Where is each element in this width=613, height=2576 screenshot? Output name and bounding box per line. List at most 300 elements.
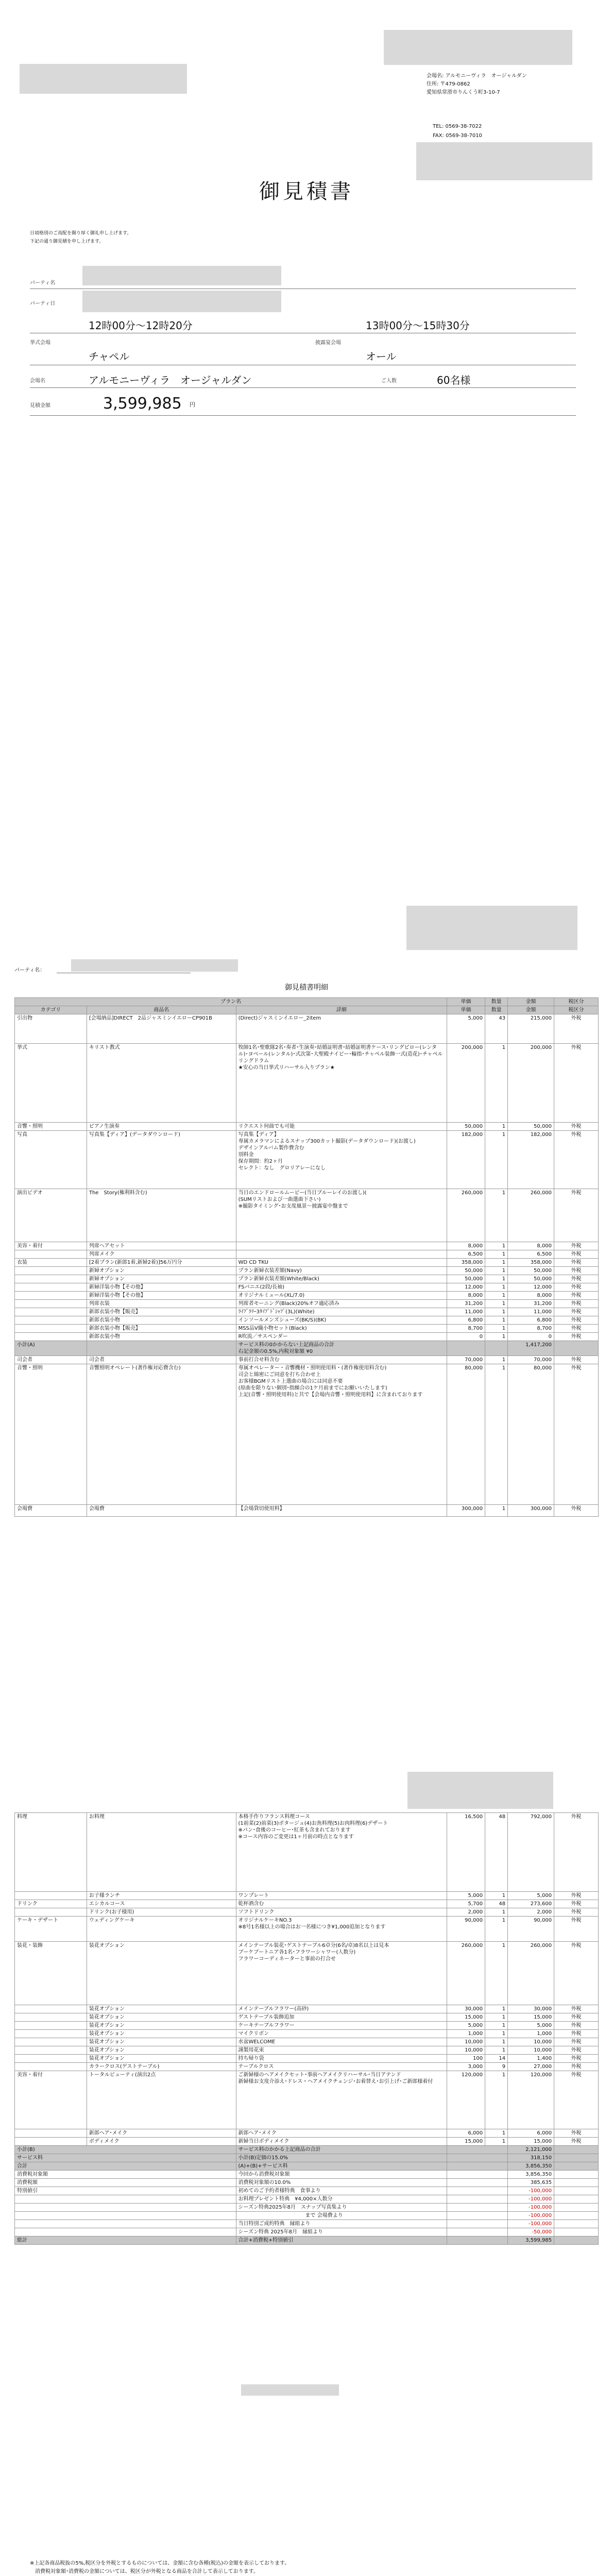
party-date-label: パーティ日	[30, 301, 56, 307]
tax-type-cell: 外税	[554, 1300, 599, 1308]
summary-row	[15, 2204, 599, 2212]
table-row	[15, 2030, 599, 2038]
column-header: 数量	[485, 1006, 508, 1014]
unit-price-cell: 5,000	[447, 2022, 485, 2030]
table-row	[15, 1275, 599, 1283]
category-cell: 衣装	[15, 1259, 87, 1267]
summary-empty-cell	[447, 2204, 508, 2212]
tax-type-cell: 外税	[554, 2138, 599, 2146]
detail-cell: ケーキテーブルフラワー	[236, 2022, 447, 2030]
ceremony-venue-label: 挙式会場	[30, 340, 50, 346]
summary-detail-cell: 初めてのご予約者様特典 食事より	[236, 2187, 447, 2195]
summary-empty-cell	[554, 2146, 599, 2154]
amount-cell: 2,000	[508, 1908, 554, 1917]
category-cell	[15, 2129, 87, 2138]
quantity-cell: 1	[485, 1283, 508, 1292]
quantity-cell: 1	[485, 1131, 508, 1189]
item-name-cell: 新婦洋装小物【その他】	[87, 1283, 236, 1292]
party-name-label: パーティ名	[30, 280, 56, 286]
tax-type-cell: 外税	[554, 1813, 599, 1892]
tax-type-cell: 外税	[554, 2129, 599, 2138]
quantity-cell: 1	[485, 1259, 508, 1267]
detail-cell: 新郎ヘア･メイク	[236, 2129, 447, 2138]
summary-empty-cell	[447, 2195, 508, 2204]
summary-label-cell: 消費税対象額	[15, 2171, 236, 2179]
amount-cell: 215,000	[508, 1014, 554, 1044]
redacted-block	[241, 2384, 339, 2396]
table-row	[15, 2038, 599, 2046]
amount-cell: 90,000	[508, 1917, 554, 1942]
amount-cell: 0	[508, 1333, 554, 1341]
tax-type-cell: 外税	[554, 2046, 599, 2055]
redacted-party-name	[82, 266, 281, 285]
subtotal-cell	[87, 1341, 236, 1356]
summary-amount-cell: 3,856,350	[508, 2171, 554, 2179]
table-header	[15, 1006, 599, 1014]
table-row	[15, 1242, 599, 1250]
category-cell	[15, 1267, 87, 1275]
amount-cell: 15,000	[508, 2013, 554, 2022]
summary-empty-cell	[447, 2171, 508, 2179]
category-cell	[15, 2022, 87, 2030]
unit-price-cell: 11,000	[447, 1308, 485, 1316]
item-name-cell: お料理	[87, 1813, 236, 1892]
category-cell	[15, 1325, 87, 1333]
category-cell	[15, 2138, 87, 2146]
item-name-cell: 装花オプション	[87, 1942, 236, 2005]
amount-cell: 260,000	[508, 1942, 554, 2005]
summary-label-cell: サービス料	[15, 2154, 236, 2162]
tax-type-cell: 外税	[554, 1917, 599, 1942]
summary-empty-cell	[554, 2187, 599, 2195]
summary-row	[15, 2146, 599, 2154]
detail-cell: 水盆WELCOME	[236, 2038, 447, 2046]
quantity-cell: 43	[485, 1014, 508, 1044]
table-row	[15, 1900, 599, 1908]
summary-label-cell	[15, 2204, 236, 2212]
unit-price-cell: 10,000	[447, 2046, 485, 2055]
tax-type-cell: 外税	[554, 1325, 599, 1333]
quantity-cell: 48	[485, 1813, 508, 1892]
subtotal-cell	[554, 1341, 599, 1356]
unit-price-cell: 10,000	[447, 2038, 485, 2046]
category-cell	[15, 2055, 87, 2063]
summary-empty-cell	[447, 2236, 508, 2245]
unit-price-cell: 15,000	[447, 2013, 485, 2022]
item-name-cell: 列席衣装	[87, 1300, 236, 1308]
summary-amount-cell: 385,635	[508, 2179, 554, 2187]
tax-type-cell: 外税	[554, 1189, 599, 1242]
summary-empty-cell	[554, 2162, 599, 2171]
footnote-line: 消費税対象額･消費税の金額については、税区分が外税となる商品を合計して表示しております。	[30, 2569, 259, 2574]
category-cell	[15, 1308, 87, 1316]
summary-row	[15, 2179, 599, 2187]
unit-price-cell: 358,000	[447, 1259, 485, 1267]
tax-type-cell: 外税	[554, 1333, 599, 1341]
table-row	[15, 2013, 599, 2022]
venue-label: 会場名	[30, 378, 45, 384]
unit-price-cell: 0	[447, 1333, 485, 1341]
category-cell: 演出ビデオ	[15, 1189, 87, 1242]
quantity-cell: 14	[485, 2055, 508, 2063]
detail-cell: オリジナルケーキNO.3 ※8号1名様以上の場合はお一名様につき¥1,000追加となります	[236, 1917, 447, 1942]
summary-amount-cell: -100,000	[508, 2195, 554, 2204]
table-row	[15, 1189, 599, 1242]
item-name-cell: 装花オプション	[87, 2038, 236, 2046]
detail-cell: テーブルクロス	[236, 2063, 447, 2071]
summary-label-cell	[15, 2220, 236, 2228]
quantity-cell: 48	[485, 1900, 508, 1908]
unit-price-cell: 30,000	[447, 2005, 485, 2013]
table-row	[15, 2022, 599, 2030]
redacted-logo	[20, 64, 187, 94]
item-name-cell: 装花オプション	[87, 2013, 236, 2022]
item-name-cell: トータルビューティ(演出2点	[87, 2071, 236, 2129]
summary-label-cell: 小計(B)	[15, 2146, 236, 2154]
unit-price-cell: 50,000	[447, 1267, 485, 1275]
category-cell	[15, 2046, 87, 2055]
detail-cell: プラン新婦衣装差額(Navy)	[236, 1267, 447, 1275]
company-tel: TEL: 0569-38-7022	[433, 124, 482, 129]
redacted-block	[406, 906, 577, 950]
detail-cell: FSパニエ(2段/長袖)	[236, 1283, 447, 1292]
summary-row	[15, 2220, 599, 2228]
quantity-cell: 1	[485, 2046, 508, 2055]
subtotal-cell: 1,417,200	[508, 1341, 554, 1356]
category-cell	[15, 2005, 87, 2013]
tax-type-cell: 外税	[554, 2013, 599, 2022]
table-row	[15, 1942, 599, 2005]
unit-price-cell: 300,000	[447, 1505, 485, 1517]
category-cell: 挙式	[15, 1044, 87, 1123]
table-row	[15, 2129, 599, 2138]
detail-cell: MSS品V織小物セット(Black)	[236, 1325, 447, 1333]
unit-price-cell: 12,000	[447, 1283, 485, 1292]
tax-type-cell: 外税	[554, 1259, 599, 1267]
amount-cell: 8,000	[508, 1292, 554, 1300]
unit-price-cell: 6,500	[447, 1250, 485, 1259]
detail-cell: リクエスト何曲でも可能	[236, 1123, 447, 1131]
quantity-cell: 1	[485, 1917, 508, 1942]
redacted-block	[384, 30, 572, 65]
detail-cell: オリジナルミュール(XL/7.0)	[236, 1292, 447, 1300]
yen-unit: 円	[190, 401, 195, 408]
amount-cell: 50,000	[508, 1123, 554, 1131]
unit-price-cell: 70,000	[447, 1356, 485, 1364]
item-name-cell: 新郎ヘア･メイク	[87, 2129, 236, 2138]
column-header: 税区分	[554, 998, 599, 1006]
category-cell: 音響・照明	[15, 1364, 87, 1505]
item-name-cell: 司会者	[87, 1356, 236, 1364]
item-name-cell: 装花オプション	[87, 2055, 236, 2063]
unit-price-cell: 120,000	[447, 2071, 485, 2129]
summary-amount-cell: -100,000	[508, 2220, 554, 2228]
item-name-cell: 装花オプション	[87, 2022, 236, 2030]
column-header: 数量	[485, 998, 508, 1006]
item-name-cell: 新郎衣装小物	[87, 1333, 236, 1341]
total-amount: 3,599,985	[103, 395, 182, 413]
category-cell	[15, 2030, 87, 2038]
summary-empty-cell	[554, 2212, 599, 2220]
tax-type-cell: 外税	[554, 2071, 599, 2129]
unit-price-cell: 3,000	[447, 2063, 485, 2071]
table-row	[15, 2138, 599, 2146]
quantity-cell: 1	[485, 1189, 508, 1242]
quantity-cell: 1	[485, 2138, 508, 2146]
amount-cell: 12,000	[508, 1283, 554, 1292]
column-header: 商品名	[87, 1006, 236, 1014]
summary-empty-cell	[554, 2171, 599, 2179]
summary-amount-cell: -100,000	[508, 2204, 554, 2212]
amount-cell: 15,000	[508, 2138, 554, 2146]
tax-type-cell: 外税	[554, 1014, 599, 1044]
table-row	[15, 2046, 599, 2055]
quantity-cell: 1	[485, 2071, 508, 2129]
detail-cell: 謹製用花束	[236, 2046, 447, 2055]
category-cell	[15, 1292, 87, 1300]
detail-cell: (Direct)ジャスミンイエロー_2item	[236, 1014, 447, 1044]
column-header: カテゴリ	[15, 1006, 87, 1014]
unit-price-cell: 15,000	[447, 2138, 485, 2146]
quantity-cell: 1	[485, 1316, 508, 1325]
estimate-table-page2	[14, 997, 599, 1517]
detail-cell: 持ち帰り袋	[236, 2055, 447, 2063]
company-address1: 住所: 〒479-0862	[427, 81, 470, 87]
amount-cell: 70,000	[508, 1356, 554, 1364]
table-row	[15, 1908, 599, 1917]
amount-cell: 11,000	[508, 1308, 554, 1316]
item-name-cell: お子様ランチ	[87, 1892, 236, 1900]
summary-row	[15, 2187, 599, 2195]
tax-type-cell: 外税	[554, 1283, 599, 1292]
amount-cell: 10,000	[508, 2046, 554, 2055]
tax-type-cell: 外税	[554, 1123, 599, 1131]
detail-title: 御見積書明細	[285, 984, 328, 992]
summary-empty-cell	[554, 2236, 599, 2245]
tax-type-cell: 外税	[554, 1908, 599, 1917]
tax-type-cell: 外税	[554, 2022, 599, 2030]
guest-count: 60名様	[437, 374, 471, 386]
detail-cell	[236, 1242, 447, 1250]
table-row	[15, 2063, 599, 2071]
category-cell	[15, 1892, 87, 1900]
detail-cell: ワンプレート	[236, 1892, 447, 1900]
subtotal-cell: サービス料の0かからない上記商品の合計 右記金額の0.5%,内税対象額 ¥0	[236, 1341, 447, 1356]
summary-amount-cell: 318,150	[508, 2154, 554, 2162]
item-name-cell: ピアノ生演奏	[87, 1123, 236, 1131]
tax-type-cell: 外税	[554, 1892, 599, 1900]
redacted-block	[416, 142, 592, 180]
tax-type-cell: 外税	[554, 1275, 599, 1283]
table-header	[15, 998, 599, 1006]
detail-cell: ゲストテーブル装飾追加	[236, 2013, 447, 2022]
detail-party-label: パーティ名：	[14, 968, 45, 973]
summary-row	[15, 2171, 599, 2179]
summary-label-cell	[15, 2212, 236, 2220]
amount-cell: 5,000	[508, 2022, 554, 2030]
item-name-cell: [会場納品]DIRECT 2品ジャスミンイエローCP901B	[87, 1014, 236, 1044]
tax-type-cell: 外税	[554, 2063, 599, 2071]
table-row	[15, 1283, 599, 1292]
category-cell: 司会者	[15, 1356, 87, 1364]
quantity-cell: 1	[485, 1505, 508, 1517]
amount-cell: 200,000	[508, 1044, 554, 1123]
summary-empty-cell	[554, 2228, 599, 2236]
grand-total-row	[15, 2236, 599, 2245]
unit-price-cell: 6,800	[447, 1316, 485, 1325]
amount-cell: 27,000	[508, 2063, 554, 2071]
quantity-cell: 1	[485, 2129, 508, 2138]
unit-price-cell: 200,000	[447, 1044, 485, 1123]
table-row	[15, 1505, 599, 1517]
amount-cell: 1,400	[508, 2055, 554, 2063]
summary-amount-cell: 3,856,350	[508, 2162, 554, 2171]
summary-empty-cell	[554, 2195, 599, 2204]
amount-cell: 792,000	[508, 1813, 554, 1892]
summary-detail-cell: 当日特別ご成約特典 縁組より	[236, 2220, 447, 2228]
detail-cell: インソールメンズシューズ(BK/S)(BK)	[236, 1316, 447, 1325]
quantity-cell: 1	[485, 1942, 508, 2005]
category-cell: 装花・装飾	[15, 1942, 87, 2005]
item-name-cell: 写真集【ディア】(データダウンロード)	[87, 1131, 236, 1189]
detail-cell: 事前打合せ料含む	[236, 1356, 447, 1364]
tax-type-cell: 外税	[554, 1900, 599, 1908]
unit-price-cell: 260,000	[447, 1189, 485, 1242]
summary-detail-cell: 消費税対象額の10.0%	[236, 2179, 447, 2187]
quantity-cell: 1	[485, 1300, 508, 1308]
quantity-cell: 1	[485, 2038, 508, 2046]
table-row	[15, 2055, 599, 2063]
category-cell: 美容・着付	[15, 1242, 87, 1250]
category-cell	[15, 1333, 87, 1341]
summary-detail-cell: お料理プレゼント特典 ¥4,000×人数分	[236, 2195, 447, 2204]
column-header: 詳細	[236, 1006, 447, 1014]
divider	[30, 415, 576, 416]
summary-row	[15, 2212, 599, 2220]
detail-cell: R吹流／サスペンダー	[236, 1333, 447, 1341]
column-header: 税区分	[554, 1006, 599, 1014]
amount-cell: 300,000	[508, 1505, 554, 1517]
amount-cell: 50,000	[508, 1275, 554, 1283]
amount-cell: 5,000	[508, 1892, 554, 1900]
tax-type-cell: 外税	[554, 1267, 599, 1275]
detail-cell: 写真集【ディア】 専属カメラマンによるスナップ300カット撮影(データダウンロード)(お渡し) デザインアルバム製作費含む 別料金 保存期間：約2ヶ月 セレクト：なし グロリアレーになし	[236, 1131, 447, 1189]
category-cell	[15, 2013, 87, 2022]
amount-cell: 80,000	[508, 1364, 554, 1505]
summary-empty-cell	[447, 2212, 508, 2220]
category-cell: ドリンク	[15, 1900, 87, 1908]
tax-type-cell: 外税	[554, 1505, 599, 1517]
category-cell: 写真	[15, 1131, 87, 1189]
summary-detail-cell: シーズン特典 2025年8月 縁組より	[236, 2228, 447, 2236]
unit-price-cell: 5,700	[447, 1900, 485, 1908]
quantity-cell: 1	[485, 1892, 508, 1900]
quantity-cell: 1	[485, 1242, 508, 1250]
amount-cell: 50,000	[508, 1267, 554, 1275]
summary-empty-cell	[447, 2187, 508, 2195]
unit-price-cell: 50,000	[447, 1123, 485, 1131]
detail-cell: 本格手作りフランス料理コース (1前菜(2)前菜(3)ポタージュ(4)お魚料理(5)お肉料理(6)デザート ※パン･食後のコーヒー･紅茶も含まれております ※コース内容のご変更は1ヶ月前の時点となります	[236, 1813, 447, 1892]
document-title: 御見積書	[259, 180, 354, 204]
venue-name: アルモニーヴィラ オージャルダン	[89, 374, 252, 386]
table-row	[15, 1316, 599, 1325]
amount-cell: 6,000	[508, 2129, 554, 2138]
summary-empty-cell	[447, 2220, 508, 2228]
item-name-cell: 新郎衣装小物【販売】	[87, 1308, 236, 1316]
category-cell	[15, 1908, 87, 1917]
summary-empty-cell	[447, 2146, 508, 2154]
unit-price-cell: 1,000	[447, 2030, 485, 2038]
estimate-table-page3	[14, 1812, 599, 2245]
detail-cell: WD CD TKU	[236, 1259, 447, 1267]
unit-price-cell: 2,000	[447, 1908, 485, 1917]
unit-price-cell: 6,000	[447, 2129, 485, 2138]
detail-cell: 牧師1名･聖歌隊2名･奏者･生演奏･結婚証明書･結婚証明書ケース･リングピロー(レンタル)･ヨベール(レンタル)･式次第･大聖殿ナイビー･輪指･チャペル装飾一式(造花)･チャペルリングドラム ★安心の当日挙式リハーサル入りプラン★	[236, 1044, 447, 1123]
summary-label-cell: 総計	[15, 2236, 236, 2245]
subtotal-cell	[447, 1341, 485, 1356]
tax-type-cell: 外税	[554, 2038, 599, 2046]
summary-row	[15, 2195, 599, 2204]
reception-time: 13時00分～15時30分	[366, 319, 470, 332]
summary-detail-cell: (A)+(B)+サービス料	[236, 2162, 447, 2171]
category-cell: 引出物	[15, 1014, 87, 1044]
item-name-cell: キリスト教式	[87, 1044, 236, 1123]
quantity-cell: 1	[485, 1292, 508, 1300]
tax-type-cell: 外税	[554, 1356, 599, 1364]
unit-price-cell: 8,000	[447, 1292, 485, 1300]
summary-detail-cell: 小計(B)定価の15.0%	[236, 2154, 447, 2162]
category-cell	[15, 2038, 87, 2046]
amount-cell: 6,800	[508, 1316, 554, 1325]
reception-venue-label: 披露宴会場	[315, 340, 341, 346]
item-name-cell: 新婦オプション	[87, 1267, 236, 1275]
item-name-cell: カラークロス(ゲストテーブル)	[87, 2063, 236, 2071]
item-name-cell: ウェディングケーキ	[87, 1917, 236, 1942]
ceremony-venue: チャペル	[89, 350, 130, 363]
tax-type-cell: 外税	[554, 1942, 599, 2005]
table-row	[15, 1308, 599, 1316]
item-name-cell: 装花オプション	[87, 2046, 236, 2055]
item-name-cell: 新婦洋装小物【その他】	[87, 1292, 236, 1300]
detail-cell: プラン新婦衣装差額(White/Black)	[236, 1275, 447, 1283]
summary-amount-cell: -50,000	[508, 2228, 554, 2236]
unit-price-cell: 50,000	[447, 1275, 485, 1283]
table-row	[15, 1813, 599, 1892]
tax-type-cell: 外税	[554, 1308, 599, 1316]
quantity-cell: 1	[485, 1275, 508, 1283]
amount-cell: 31,200	[508, 1300, 554, 1308]
item-name-cell: ボディメイク	[87, 2138, 236, 2146]
table-row	[15, 1364, 599, 1505]
summary-detail-cell: シーズン特典2025年8月 スナップ写真集より	[236, 2204, 447, 2212]
unit-price-cell: 8,700	[447, 1325, 485, 1333]
item-name-cell: 音響照明オペレート(著作権対応費含む)	[87, 1364, 236, 1505]
amount-cell: 182,000	[508, 1131, 554, 1189]
unit-price-cell: 16,500	[447, 1813, 485, 1892]
quantity-cell: 1	[485, 1250, 508, 1259]
unit-price-cell: 260,000	[447, 1942, 485, 2005]
company-address2: 愛知県常滑市りんくう町3-10-7	[427, 90, 500, 95]
subtotal-row	[15, 1341, 599, 1356]
category-cell	[15, 2063, 87, 2071]
category-cell	[15, 1275, 87, 1283]
tax-type-cell: 外税	[554, 1292, 599, 1300]
quantity-cell: 1	[485, 1908, 508, 1917]
detail-cell: 新婦当日ボディメイク	[236, 2138, 447, 2146]
amount-cell: 358,000	[508, 1259, 554, 1267]
unit-price-cell: 80,000	[447, 1364, 485, 1505]
category-cell: ケーキ・デザート	[15, 1917, 87, 1942]
